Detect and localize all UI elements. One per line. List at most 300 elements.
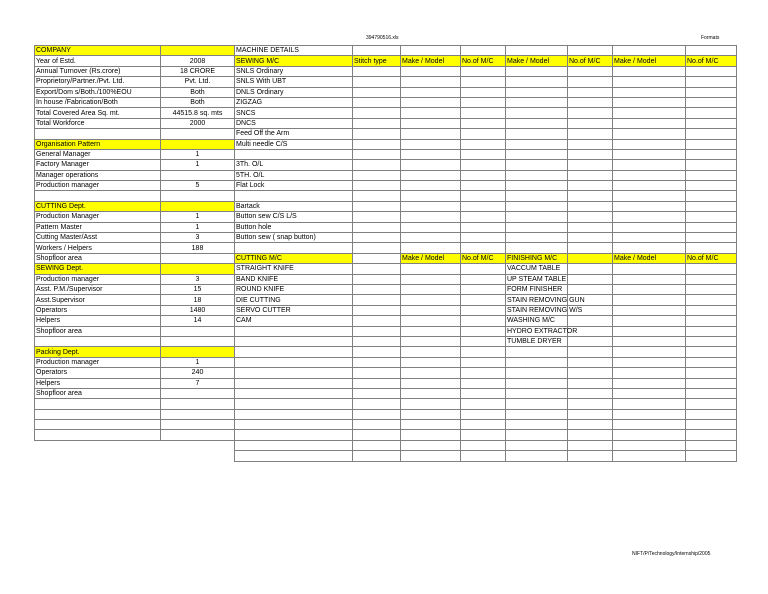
- table-row: [35, 87, 235, 97]
- machine-cell: [235, 326, 353, 336]
- row-value: 1: [161, 222, 235, 232]
- machine-cell: [568, 160, 613, 170]
- machine-cell: [613, 149, 686, 159]
- machine-cell: [686, 108, 737, 118]
- table-row: [235, 399, 737, 409]
- machine-cell: [506, 388, 568, 398]
- row-value: [161, 264, 235, 274]
- row-value: [161, 409, 235, 419]
- machine-cell: 5TH. O/L: [235, 170, 353, 180]
- machine-cell: [686, 357, 737, 367]
- table-row: [235, 46, 737, 56]
- machine-cell: [353, 357, 401, 367]
- machine-cell: [461, 160, 506, 170]
- machine-cell: [401, 368, 461, 378]
- machine-cell: Feed Off the Arm: [235, 129, 353, 139]
- machine-cell: [401, 388, 461, 398]
- machine-cell: [506, 409, 568, 419]
- machine-cell: [461, 191, 506, 201]
- machine-cell: [235, 347, 353, 357]
- row-label: COMPANY: [35, 46, 161, 56]
- machine-cell: [613, 129, 686, 139]
- machine-cell: [353, 66, 401, 76]
- machine-cell: [353, 222, 401, 232]
- table-row: [35, 326, 235, 336]
- machine-cell: No.of M/C: [686, 253, 737, 263]
- machine-cell: [401, 295, 461, 305]
- row-value: [161, 170, 235, 180]
- machine-cell: [568, 399, 613, 409]
- row-label: Pattern Master: [35, 222, 161, 232]
- row-value: 3: [161, 274, 235, 284]
- table-row: [235, 316, 737, 326]
- machine-cell: [401, 274, 461, 284]
- footer-reference: NIFT/P/Technology/Internship/2005: [632, 551, 711, 557]
- machine-cell: Stitch type: [353, 56, 401, 66]
- machine-cell: [401, 212, 461, 222]
- machine-cell: [613, 388, 686, 398]
- table-row: [235, 264, 737, 274]
- row-value: 2000: [161, 118, 235, 128]
- machine-cell: [353, 316, 401, 326]
- machine-cell: [686, 118, 737, 128]
- machine-cell: [568, 284, 613, 294]
- machine-cell: [568, 336, 613, 346]
- table-row: [35, 399, 235, 409]
- machine-cell: [353, 77, 401, 87]
- table-row: [35, 201, 235, 211]
- table-row: [235, 56, 737, 66]
- machine-cell: [613, 108, 686, 118]
- machine-cell: [686, 129, 737, 139]
- machine-cell: [401, 170, 461, 180]
- machine-cell: [613, 181, 686, 191]
- machine-cell: [568, 451, 613, 461]
- table-row: [235, 233, 737, 243]
- row-label: Total Covered Area Sq. mt.: [35, 108, 161, 118]
- machine-cell: [568, 108, 613, 118]
- machine-cell: [613, 212, 686, 222]
- table-row: [35, 222, 235, 232]
- row-value: 7: [161, 378, 235, 388]
- machine-cell: [686, 347, 737, 357]
- machine-cell: [235, 420, 353, 430]
- machine-cell: [401, 46, 461, 56]
- machine-cell: [235, 357, 353, 367]
- row-label: SEWING Dept.: [35, 264, 161, 274]
- machine-cell: No.of M/C: [568, 56, 613, 66]
- machine-cell: [353, 233, 401, 243]
- machine-cell: [235, 388, 353, 398]
- machine-cell: [401, 201, 461, 211]
- machine-cell: [401, 160, 461, 170]
- machine-cell: SNLS Ordinary: [235, 66, 353, 76]
- table-row: [235, 347, 737, 357]
- machine-cell: [686, 191, 737, 201]
- machine-cell: [686, 368, 737, 378]
- machine-cell: [235, 149, 353, 159]
- machine-cell: [568, 212, 613, 222]
- table-row: [235, 222, 737, 232]
- machine-cell: [506, 357, 568, 367]
- machine-cell: [401, 347, 461, 357]
- machine-cell: [353, 108, 401, 118]
- machine-cell: [568, 378, 613, 388]
- machine-cell: [353, 160, 401, 170]
- machine-cell: [235, 409, 353, 419]
- machine-cell: [686, 284, 737, 294]
- row-label: Shopfloor area: [35, 388, 161, 398]
- table-row: [35, 129, 235, 139]
- machine-cell: [613, 409, 686, 419]
- row-label: [35, 191, 161, 201]
- machine-cell: [686, 420, 737, 430]
- machine-cell: [613, 420, 686, 430]
- machine-cell: [353, 305, 401, 315]
- machine-cell: [506, 440, 568, 450]
- table-row: [235, 201, 737, 211]
- table-row: [235, 160, 737, 170]
- machine-cell: [506, 108, 568, 118]
- machine-cell: ZIGZAG: [235, 97, 353, 107]
- machine-cell: [506, 97, 568, 107]
- machine-cell: [401, 243, 461, 253]
- machine-cell: [235, 336, 353, 346]
- machine-cell: [235, 368, 353, 378]
- row-value: 5: [161, 181, 235, 191]
- machine-cell: [401, 87, 461, 97]
- machine-cell: [401, 191, 461, 201]
- machine-cell: [506, 87, 568, 97]
- sheet-name: Formats: [701, 35, 720, 41]
- machine-cell: CUTTING M/C: [235, 253, 353, 263]
- row-value: 1: [161, 357, 235, 367]
- machine-cell: [461, 274, 506, 284]
- table-row: [235, 149, 737, 159]
- machine-cell: [401, 420, 461, 430]
- machine-cell: [686, 66, 737, 76]
- table-row: [235, 357, 737, 367]
- machine-cell: [353, 170, 401, 180]
- machine-cell: [461, 212, 506, 222]
- table-row: [35, 430, 235, 440]
- machine-cell: [353, 87, 401, 97]
- machine-cell: [506, 378, 568, 388]
- machine-cell: [613, 66, 686, 76]
- machine-cell: STAIN REMOVING GUN: [507, 296, 585, 304]
- machine-cell: [401, 357, 461, 367]
- machine-cell: [401, 222, 461, 232]
- machine-cell: [353, 399, 401, 409]
- machine-cell: [613, 336, 686, 346]
- machine-cell: [461, 46, 506, 56]
- machine-cell: [461, 139, 506, 149]
- machine-cell: [401, 129, 461, 139]
- machine-cell: [461, 87, 506, 97]
- table-row: [235, 284, 737, 294]
- machine-cell: [506, 129, 568, 139]
- machine-cell: [401, 430, 461, 440]
- row-label: [35, 409, 161, 419]
- machine-cell: [613, 201, 686, 211]
- machine-cell: [686, 222, 737, 232]
- machine-cell: [461, 170, 506, 180]
- machine-cell: [613, 316, 686, 326]
- machine-cell: [506, 243, 568, 253]
- machine-cell: [401, 305, 461, 315]
- table-row: [35, 347, 235, 357]
- machine-cell: [613, 399, 686, 409]
- machine-cell: FINISHING M/C: [506, 253, 568, 263]
- machine-cell: [353, 181, 401, 191]
- row-label: [35, 420, 161, 430]
- table-row: [235, 87, 737, 97]
- machine-cell: [686, 212, 737, 222]
- table-row: [35, 357, 235, 367]
- machine-cell: VACCUM TABLE: [506, 264, 568, 274]
- machine-cell: [461, 108, 506, 118]
- machine-cell: [401, 118, 461, 128]
- machine-cell: Button hole: [235, 222, 353, 232]
- table-row: [35, 233, 235, 243]
- machine-cell: DNLS Ordinary: [235, 87, 353, 97]
- machine-cell: [568, 253, 613, 263]
- row-value: 3: [161, 233, 235, 243]
- machine-cell: [461, 305, 506, 315]
- machine-cell: CAM: [235, 316, 353, 326]
- machine-cell: [613, 139, 686, 149]
- machine-cell: STRAIGHT KNIFE: [235, 264, 353, 274]
- machine-cell: [401, 97, 461, 107]
- row-label: Production manager: [35, 181, 161, 191]
- machine-cell: [401, 66, 461, 76]
- machine-cell: [353, 420, 401, 430]
- machine-cell: [613, 284, 686, 294]
- machine-cell: [506, 77, 568, 87]
- machine-cell: [461, 336, 506, 346]
- table-row: [35, 284, 235, 294]
- machine-cell: [401, 451, 461, 461]
- table-row: [235, 305, 737, 315]
- table-row: [35, 97, 235, 107]
- machine-cell: [461, 284, 506, 294]
- machine-cell: [686, 326, 737, 336]
- machine-cell: [353, 336, 401, 346]
- machine-cell: [461, 97, 506, 107]
- row-label: Production Manager: [35, 212, 161, 222]
- machine-cell: [613, 46, 686, 56]
- machine-cell: [568, 149, 613, 159]
- row-label: Production manager: [35, 274, 161, 284]
- machine-cell: [506, 420, 568, 430]
- machine-cell: [613, 347, 686, 357]
- row-value: [161, 399, 235, 409]
- machine-cell: [353, 274, 401, 284]
- machine-cell: [568, 139, 613, 149]
- row-label: [35, 399, 161, 409]
- machine-cell: [613, 274, 686, 284]
- machine-cell: [461, 118, 506, 128]
- machine-cell: [506, 368, 568, 378]
- row-label: Helpers: [35, 316, 161, 326]
- machine-cell: [686, 139, 737, 149]
- machine-cell: [613, 97, 686, 107]
- machine-cell: [461, 233, 506, 243]
- machine-cell: HYDRO EXTRACTOR: [507, 327, 578, 335]
- table-row: [235, 108, 737, 118]
- machine-cell: [568, 97, 613, 107]
- row-value: Both: [161, 87, 235, 97]
- row-value: [161, 430, 235, 440]
- machine-cell: [568, 243, 613, 253]
- table-row: [235, 170, 737, 180]
- machine-cell: [613, 77, 686, 87]
- table-row: [235, 336, 737, 346]
- row-value: [161, 191, 235, 201]
- machine-cell: TUMBLE DRYER: [506, 336, 568, 346]
- row-value: 1: [161, 212, 235, 222]
- row-label: Total Workforce: [35, 118, 161, 128]
- machine-cell: [568, 129, 613, 139]
- machine-cell: Make / Model: [613, 56, 686, 66]
- machine-cell: [568, 77, 613, 87]
- machine-cell: FORM FINISHER: [506, 284, 568, 294]
- machine-cell: Make / Model: [401, 253, 461, 263]
- table-row: [235, 66, 737, 76]
- row-label: Shopfloor area: [35, 253, 161, 263]
- machine-cell: [353, 388, 401, 398]
- machine-cell: [353, 129, 401, 139]
- machine-cell: [613, 233, 686, 243]
- machine-cell: No.of M/C: [461, 56, 506, 66]
- machine-cell: [461, 295, 506, 305]
- machine-cell: MACHINE DETAILS: [235, 46, 353, 56]
- machine-cell: [568, 87, 613, 97]
- table-row: [35, 409, 235, 419]
- machine-cell: [613, 243, 686, 253]
- machine-cell: [568, 316, 613, 326]
- machine-cell: [461, 222, 506, 232]
- machine-cell: 3Th. O/L: [235, 160, 353, 170]
- table-row: [35, 181, 235, 191]
- machine-cell: [353, 212, 401, 222]
- row-label: Shopfloor area: [35, 326, 161, 336]
- company-table: [34, 45, 235, 441]
- machine-cell: [613, 357, 686, 367]
- table-row: [235, 409, 737, 419]
- table-row: [235, 243, 737, 253]
- machine-cell: [568, 201, 613, 211]
- machine-cell: [613, 378, 686, 388]
- table-row: [35, 388, 235, 398]
- row-value: 240: [161, 368, 235, 378]
- row-value: [161, 347, 235, 357]
- machine-cell: [235, 243, 353, 253]
- machine-cell: [401, 149, 461, 159]
- machine-cell: [401, 108, 461, 118]
- machine-cell: [353, 264, 401, 274]
- row-label: Operators: [35, 305, 161, 315]
- machine-cell: [686, 149, 737, 159]
- machine-cell: [686, 87, 737, 97]
- row-value: 15: [161, 284, 235, 294]
- table-row: [235, 378, 737, 388]
- row-value: [161, 46, 235, 56]
- machine-cell: [568, 430, 613, 440]
- row-label: Export/Dom s/Both./100%EOU: [35, 87, 161, 97]
- machine-cell: STAIN REMOVING W/S: [507, 306, 583, 314]
- table-row: [235, 326, 737, 336]
- row-label: In house /Fabrication/Both: [35, 97, 161, 107]
- machine-cell: [401, 181, 461, 191]
- machine-cell: [353, 243, 401, 253]
- machine-cell: [235, 378, 353, 388]
- machine-cell: Bartack: [235, 201, 353, 211]
- machine-cell: [686, 201, 737, 211]
- row-label: Cutting Master/Asst: [35, 233, 161, 243]
- table-row: [35, 160, 235, 170]
- machine-cell: Button sew C/S L/S: [235, 212, 353, 222]
- row-value: 18 CRORE: [161, 66, 235, 76]
- machine-cell: [353, 46, 401, 56]
- machine-cell: [506, 233, 568, 243]
- machine-cell: Flat Lock: [235, 181, 353, 191]
- machine-cell: [353, 378, 401, 388]
- machine-cell: [235, 191, 353, 201]
- row-label: Helpers: [35, 378, 161, 388]
- machine-cell: [353, 430, 401, 440]
- machine-cell: [506, 399, 568, 409]
- row-label: Asst. P.M./Supervisor: [35, 284, 161, 294]
- machine-cell: DNCS: [235, 118, 353, 128]
- machine-cell: [461, 66, 506, 76]
- machine-cell: [401, 264, 461, 274]
- machine-cell: [461, 378, 506, 388]
- machine-cell: [353, 440, 401, 450]
- machine-cell: Button sew ( snap button): [235, 233, 353, 243]
- machine-cell: [461, 388, 506, 398]
- machine-cell: [461, 77, 506, 87]
- machine-cell: [506, 139, 568, 149]
- machine-cell: [613, 440, 686, 450]
- machine-details-table: [234, 45, 737, 462]
- row-value: 44515.8 sq. mts: [161, 108, 235, 118]
- row-label: [35, 430, 161, 440]
- row-value: [161, 388, 235, 398]
- machine-cell: Make / Model: [506, 56, 568, 66]
- machine-cell: SEWING M/C: [235, 56, 353, 66]
- machine-cell: [568, 274, 613, 284]
- table-row: [235, 181, 737, 191]
- table-row: [35, 191, 235, 201]
- machine-cell: [686, 409, 737, 419]
- row-value: Pvt. Ltd.: [161, 77, 235, 87]
- machine-cell: No.of M/C: [461, 253, 506, 263]
- machine-cell: [568, 409, 613, 419]
- row-label: Production manager: [35, 357, 161, 367]
- machine-cell: [506, 46, 568, 56]
- table-row: [235, 191, 737, 201]
- machine-cell: Make / Model: [613, 253, 686, 263]
- table-row: [35, 149, 235, 159]
- machine-cell: SNLS With UBT: [235, 77, 353, 87]
- table-row: [35, 274, 235, 284]
- machine-cell: [506, 201, 568, 211]
- row-value: [161, 139, 235, 149]
- machine-cell: WASHING M/C: [506, 316, 568, 326]
- machine-cell: [568, 233, 613, 243]
- table-row: [235, 253, 737, 263]
